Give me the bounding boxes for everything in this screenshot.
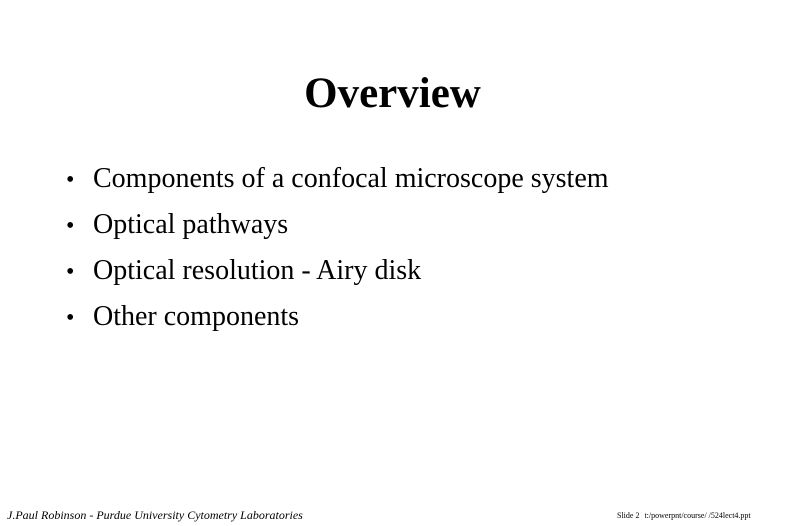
bullet-text: Optical pathways	[93, 209, 289, 240]
bullet-text: Other components	[93, 301, 300, 332]
slide-title: Overview	[304, 70, 481, 117]
bullet-icon: •	[66, 167, 75, 193]
bullet-icon: •	[66, 213, 75, 239]
file-path: t:/powerpnt/course/ /524lect4.ppt	[644, 511, 751, 520]
bullet-list	[66, 156, 609, 340]
bullet-item	[66, 248, 609, 294]
bullet-icon: •	[66, 259, 75, 285]
bullet-item	[66, 202, 609, 248]
bullet-text: Optical resolution - Airy disk	[93, 255, 422, 286]
bullet-icon: •	[66, 305, 75, 331]
bullet-item	[66, 156, 609, 202]
slide-number: Slide 2	[617, 511, 640, 520]
bullet-text: Components of a confocal microscope system	[93, 163, 609, 194]
footer-author: J.Paul Robinson - Purdue University Cytometry Laboratories	[7, 508, 303, 522]
bullet-item	[66, 294, 609, 340]
footer-slide-info	[617, 511, 751, 521]
